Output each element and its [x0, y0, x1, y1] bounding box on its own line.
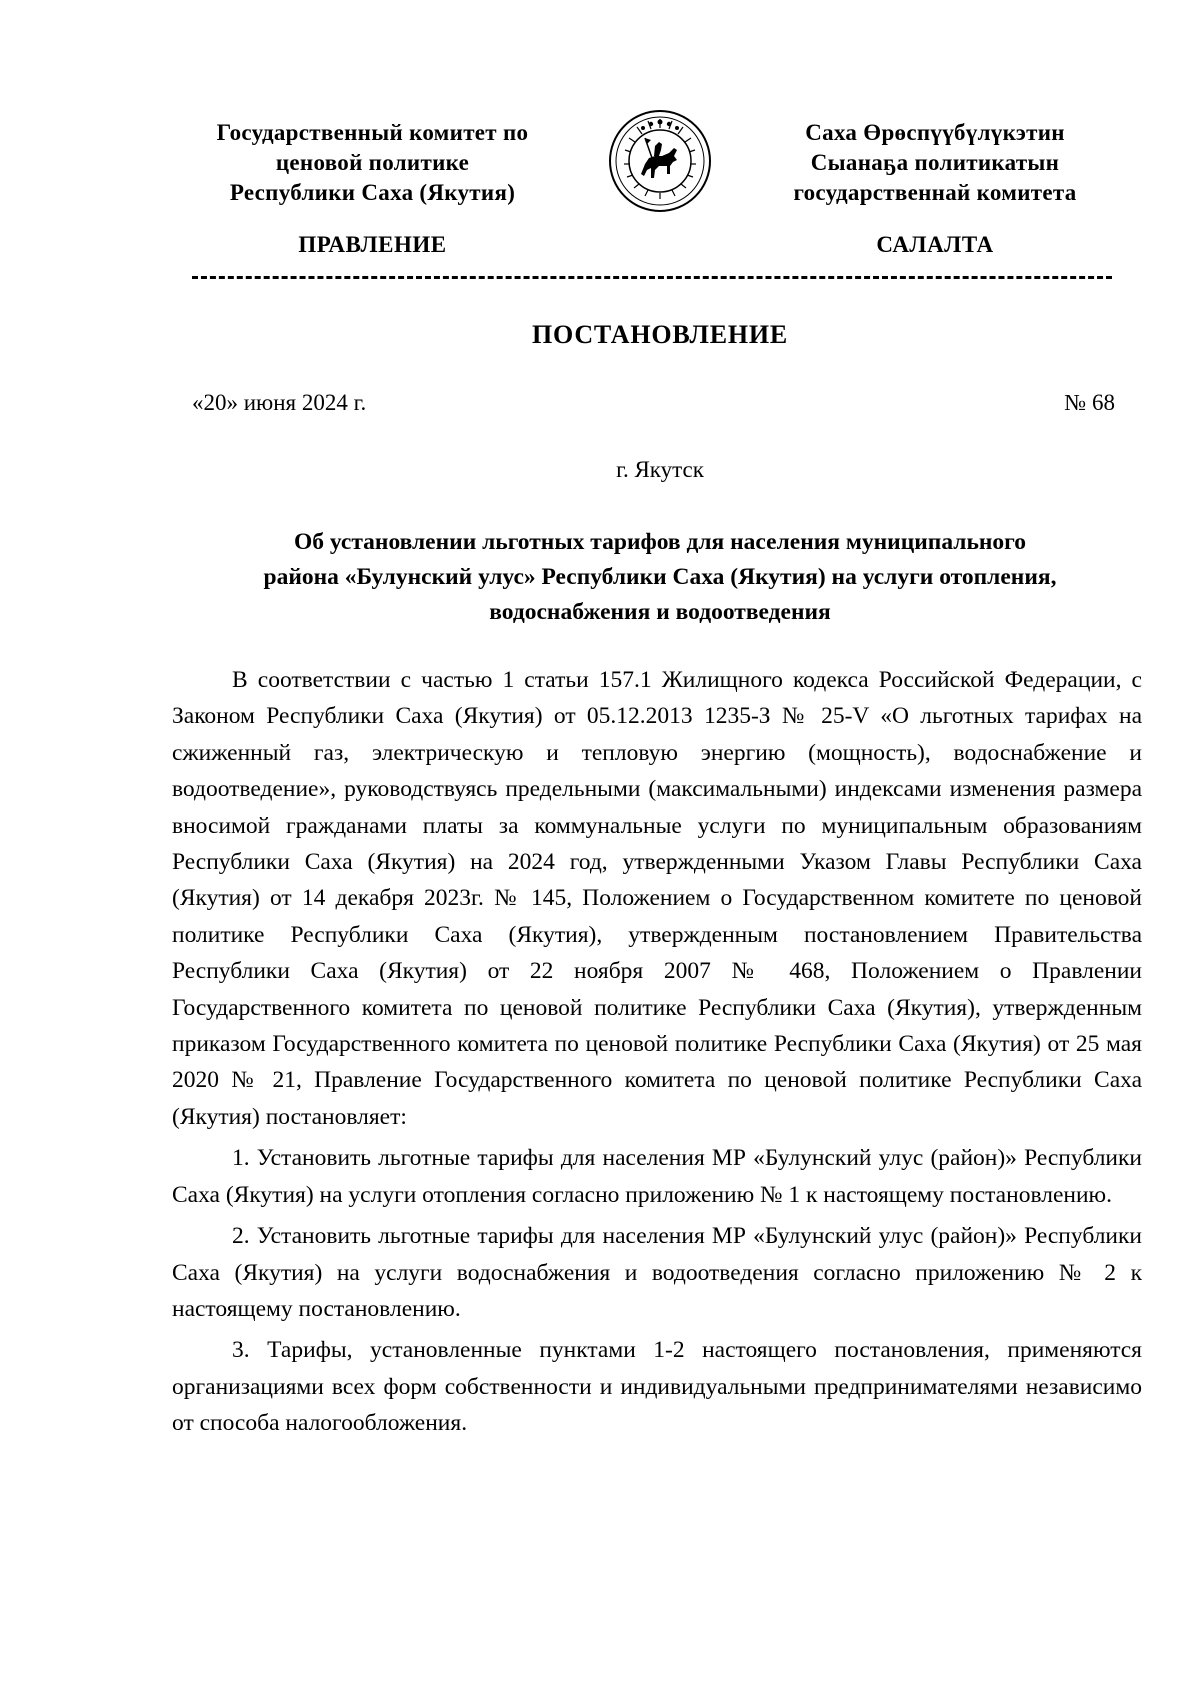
document-date: «20» июня 2024 г.: [192, 390, 367, 415]
document-body: [172, 662, 1142, 1442]
document-number: № 68: [1064, 390, 1115, 415]
header-divider: [192, 276, 1112, 279]
resolution-item: 3. Тарифы, установленные пунктами 1-2 настоящего постановления, применяются организациями всех форм собственности и индивидуальными предпринимателями независимо от способа налогообложения.: [172, 1337, 1142, 1437]
preamble-paragraph: В соответствии с частью 1 статьи 157.1 Жилищного кодекса Российской Федерации, с Законом Республики Саха (Якутия) от 05.12.2013 1235-З № 25-V «О льготных тарифах на сжиженный газ, электрическую и тепловую энергию (мощность), водоснабжение и водоотведение», руководствуясь предельными (максимальными) индексами изменения размера вносимой гражданами платы за коммунальные услуги по муниципальным образованиям Республики Саха (Якутия) на 2024 год, утвержденными Указом Главы Республики Саха (Якутия) от 14 декабря 2023г. № 145, Положением о Государственном комитете по ценовой политике Республики Саха (Якутия), утвержденным постановлением Правительства Республики Саха (Якутия) от 22 ноября 2007 № 468, Положением о Правлении Государственного комитета по ценовой политике Республики Саха (Якутия), утвержденным приказом Государственного комитета по ценовой политике Республики Саха (Якутия) от 25 мая 2020 № 21, Правление Государственного комитета по ценовой политике Республики Саха (Якутия) постановляет:: [172, 667, 1142, 1130]
sakha-coat-of-arms-icon: [607, 108, 713, 214]
document-title: ПОСТАНОВЛЕНИЕ: [531, 320, 789, 349]
committee-name-sakha: [735, 118, 1135, 208]
committee-name-line: Республики Саха (Якутия): [229, 180, 516, 205]
resolution-item: 2. Установить льготные тарифы для населения МР «Булунский улус (район)» Республики Саха (Якутия) на услуги водоснабжения и водоотведения согласно приложению № 2 к настоящему постановлению.: [172, 1223, 1142, 1322]
committee-name-line: Сыанаҕа политикатын: [810, 150, 1060, 175]
committee-name-line: государственнай комитета: [793, 180, 1077, 205]
committee-name-line: Государственный комитет по: [216, 120, 529, 145]
committee-name-russian: [185, 118, 560, 208]
subject-line: района «Булунский улус» Республики Саха (Якутия) на услуги отопления,: [263, 564, 1057, 590]
committee-name-line: Саха Өрөспүүбүлүкэтин: [805, 120, 1065, 145]
board-label-sakha: САЛАЛТА: [876, 232, 994, 257]
resolution-item: 1. Установить льготные тарифы для населения МР «Булунский улус (район)» Республики Саха (Якутия) на услуги отопления согласно приложению № 1 к настоящему постановлению.: [172, 1145, 1142, 1208]
subject-line: водоснабжения и водоотведения: [489, 599, 831, 625]
document-city: г. Якутск: [616, 457, 704, 482]
board-label-russian: ПРАВЛЕНИЕ: [298, 232, 447, 257]
committee-name-line: ценовой политике: [275, 150, 470, 175]
document-subject: [180, 525, 1140, 630]
subject-line: Об установлении льготных тарифов для населения муниципального: [293, 529, 1027, 555]
